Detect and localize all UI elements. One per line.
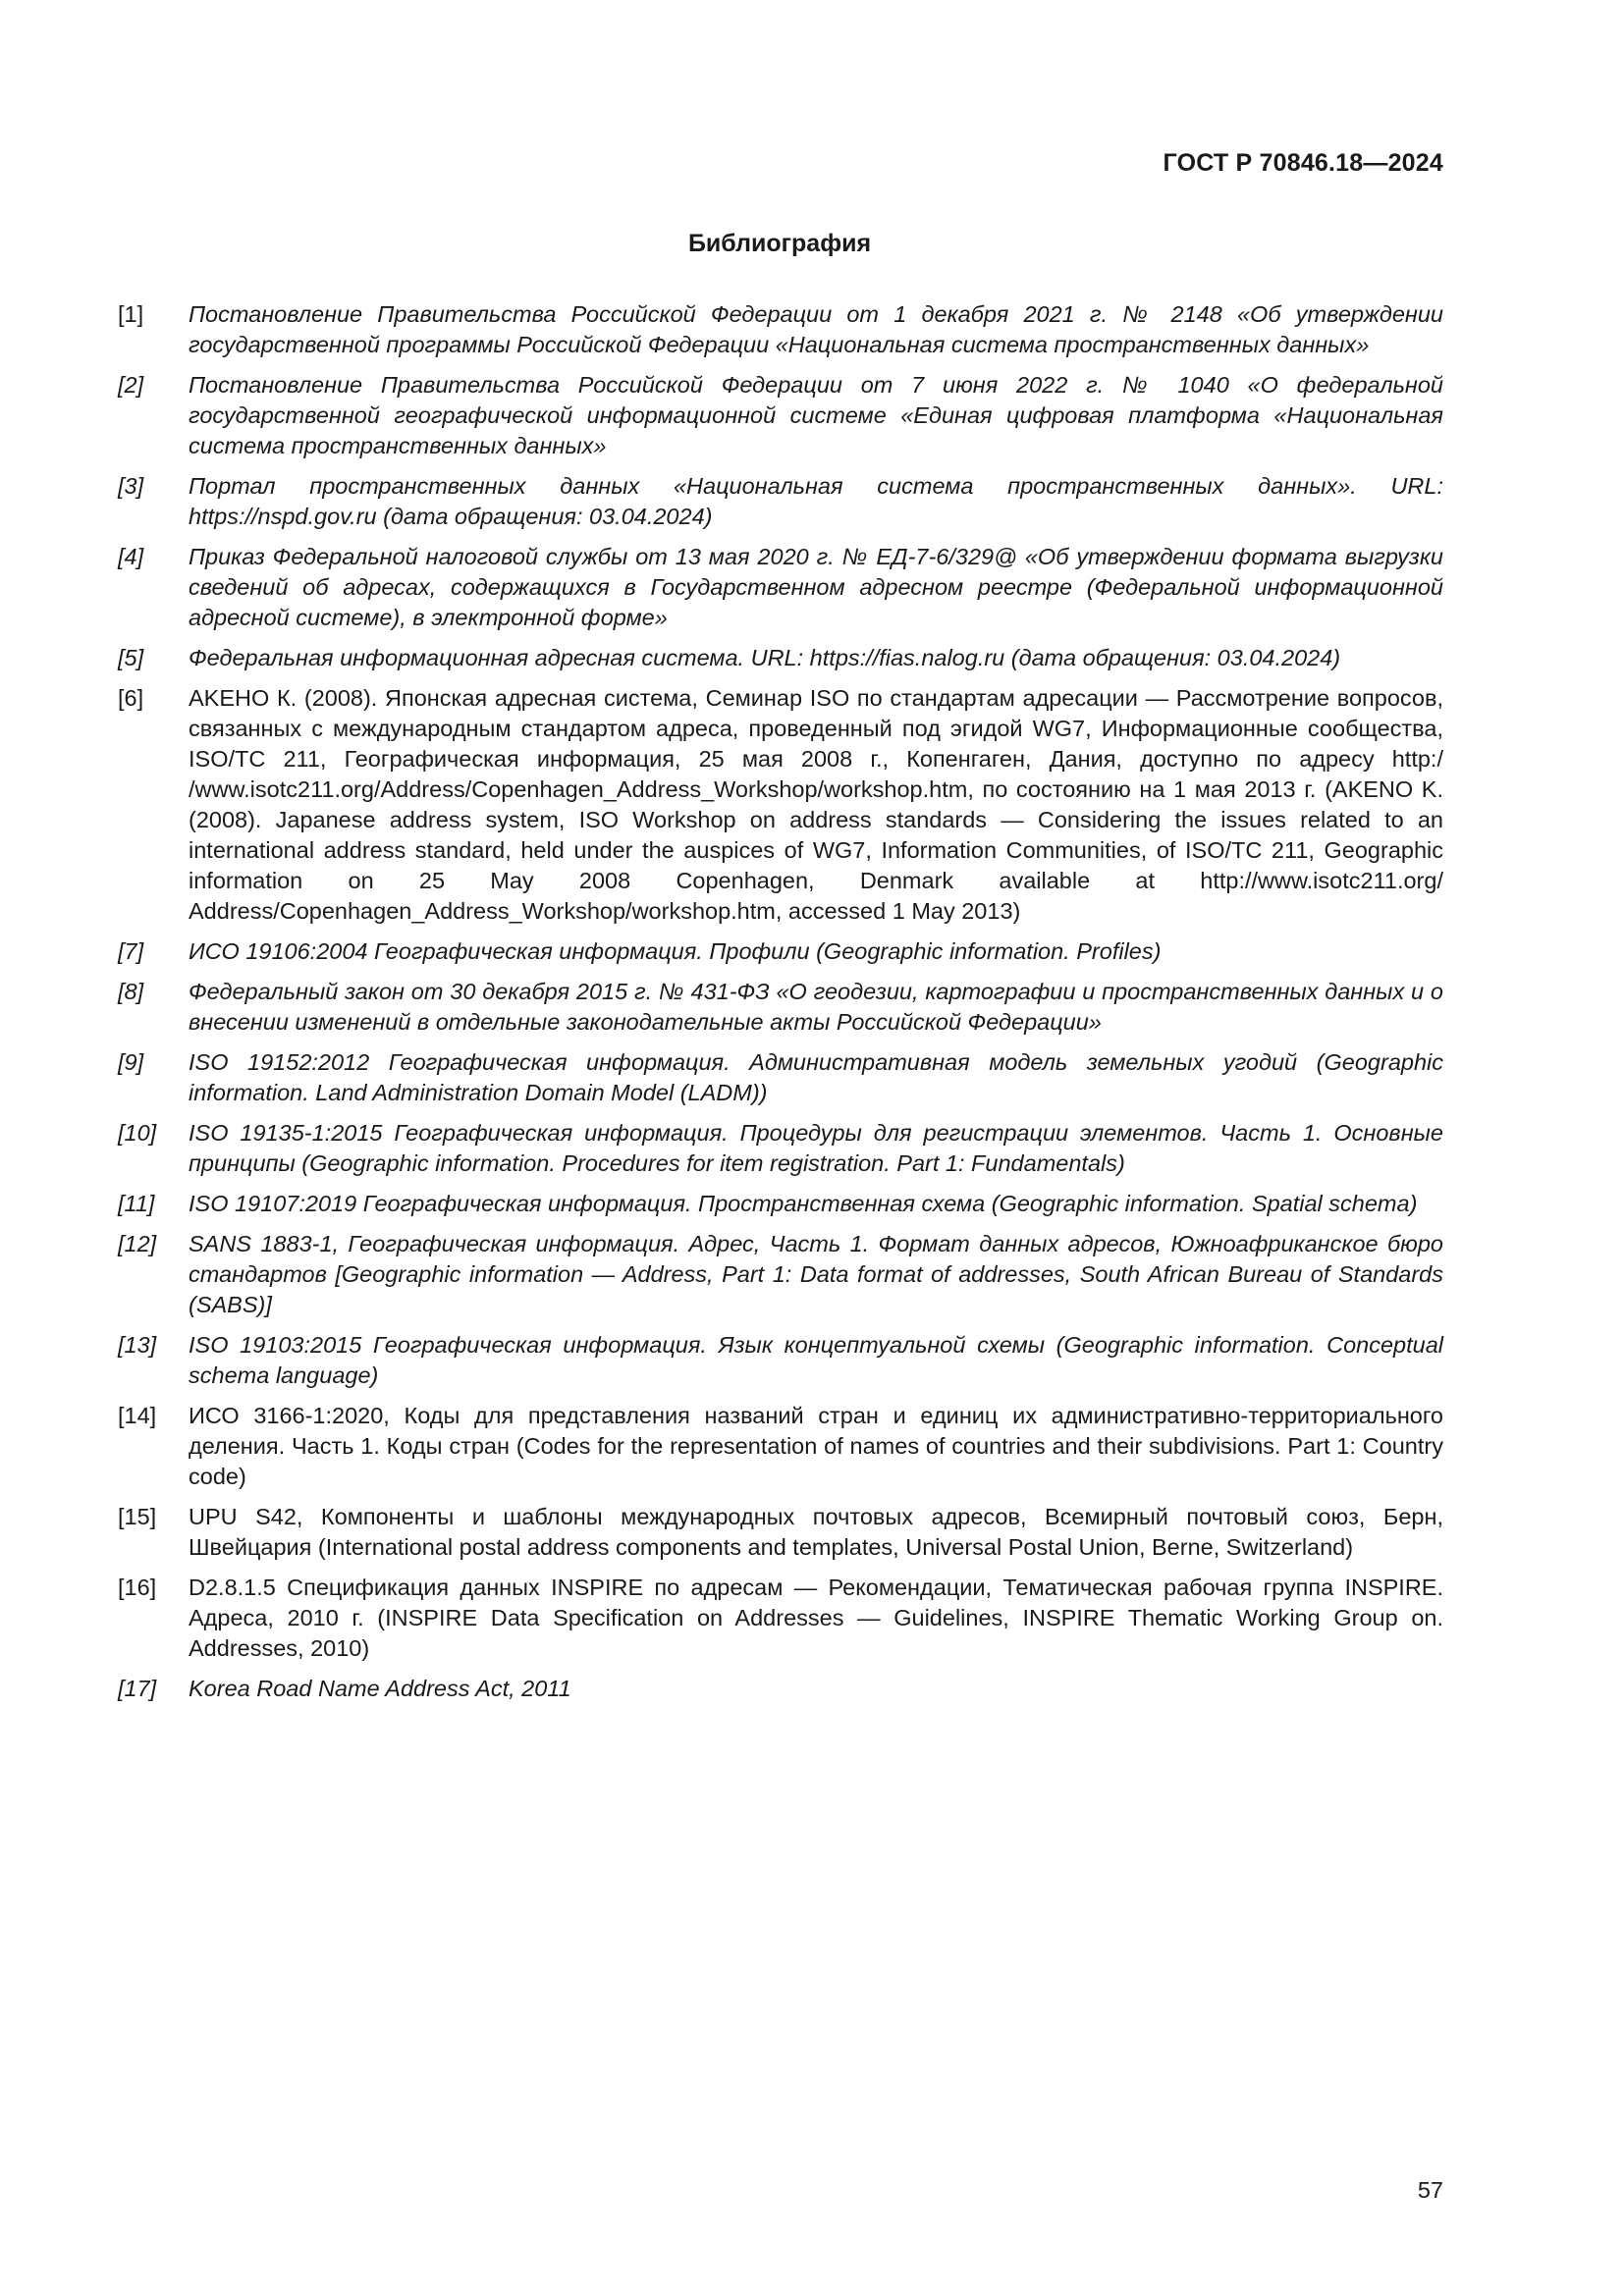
bibliography-list xyxy=(118,299,1443,1714)
entry-number: [11] xyxy=(118,1191,155,1216)
entry-number: [3] xyxy=(118,473,144,499)
entry-text: D2.8.1.5 Спецификация данных INSPIRE по адресам — Рекомендации, Тематическая рабочая группа INSPIRE. Адреса, 2010 г. (INSPIRE Data Specification on Addresses — Guidelines, INSPIRE Thematic Working Group on. Addresses, 2010) xyxy=(189,1575,1443,1661)
entry-number: [2] xyxy=(118,372,144,398)
entry-text: ISO 19152:2012 Географическая информация. Административная модель земельных угодий (Geographic information. Land Administration Domain Model (LADM)) xyxy=(189,1049,1443,1105)
bibliography-entry xyxy=(118,936,1443,967)
entry-text: Korea Road Name Address Act, 2011 xyxy=(189,1676,571,1701)
entry-number: [10] xyxy=(118,1120,157,1146)
entry-number: [6] xyxy=(118,685,144,711)
entry-number: [7] xyxy=(118,938,144,964)
entry-number: [5] xyxy=(118,645,144,670)
bibliography-entry xyxy=(118,1674,1443,1704)
entry-text: Постановление Правительства Российской Федерации от 7 июня 2022 г. № 1040 «О федеральной государственной географической информационной системе «Единая цифровая платформа «Национальная система пространственных данных» xyxy=(189,372,1443,458)
entry-text: ISO 19135-1:2015 Географическая информация. Процедуры для регистрации элементов. Часть 1. Основные принципы (Geographic information. Procedures for item registration. Part 1: Fundamentals) xyxy=(189,1120,1443,1176)
entry-number: [16] xyxy=(118,1575,157,1600)
bibliography-entry xyxy=(118,1502,1443,1563)
entry-text: Портал пространственных данных «Национальная система пространственных данных». URL: https://nspd.gov.ru (дата обращения: 03.04.2024) xyxy=(189,473,1443,529)
bibliography-entry xyxy=(118,299,1443,360)
bibliography-entry xyxy=(118,471,1443,532)
bibliography-entry xyxy=(118,1118,1443,1179)
standard-id-header: ГОСТ Р 70846.18—2024 xyxy=(1163,149,1443,177)
entry-number: [13] xyxy=(118,1332,157,1358)
entry-text: UPU S42, Компоненты и шаблоны международных почтовых адресов, Всемирный почтовый союз, Берн, Швейцария (International postal address components and templates, Universal Postal Union, Berne, Switzerland) xyxy=(189,1504,1443,1560)
entry-text: AKEHO К. (2008). Японская адресная система, Семинар ISO по стандартам адресации — Рассмотрение вопросов, связанных с международным стандартом адреса, проведенный под эгидой WG7, Информационные сообщества, ISO/TC 211, Географическая информация, 25 мая 2008 г., Копенгаген, Дания, доступно по адресу http:/ /www.isotc211.org/Address/Copenhagen_Address_Workshop/workshop.htm, по состоянию на 1 мая 2013 г. (AKENO K. (2008). Japanese address system, ISO Workshop on address standards — Considering the issues related to an international address standard, held under the auspices of WG7, Information Communities, of ISO/TC 211, Geographic information on 25 May 2008 Copenhagen, Denmark available at http://www.isotc211.org/ Address/Copenhagen_Address_Workshop/workshop.htm, accessed 1 May 2013) xyxy=(189,685,1443,924)
entry-text: ИСО 19106:2004 Географическая информация. Профили (Geographic information. Profiles) xyxy=(189,938,1162,964)
bibliography-entry xyxy=(118,542,1443,633)
bibliography-entry xyxy=(118,643,1443,673)
entry-number: [8] xyxy=(118,979,144,1004)
entry-text: Постановление Правительства Российской Федерации от 1 декабря 2021 г. № 2148 «Об утверждении государственной программы Российской Федерации «Национальная система пространственных данных» xyxy=(189,301,1443,357)
entry-text: Приказ Федеральной налоговой службы от 13 мая 2020 г. № ЕД-7-6/329@ «Об утверждении формата выгрузки сведений об адресах, содержащихся в Государственном адресном реестре (Федеральной информационной адресной системе), в электронной форме» xyxy=(189,544,1443,630)
entry-number: [1] xyxy=(118,301,144,327)
entry-number: [9] xyxy=(118,1049,144,1075)
entry-number: [17] xyxy=(118,1676,157,1701)
bibliography-entry xyxy=(118,1330,1443,1391)
entry-text: Федеральная информационная адресная система. URL: https://fias.nalog.ru (дата обращения: 03.04.2024) xyxy=(189,645,1341,670)
entry-number: [14] xyxy=(118,1403,157,1428)
entry-number: [12] xyxy=(118,1231,157,1256)
entry-text: ISO 19107:2019 Географическая информация. Пространственная схема (Geographic information. Spatial schema) xyxy=(189,1191,1418,1216)
page-title: Библиография xyxy=(687,230,872,257)
entry-number: [4] xyxy=(118,544,144,569)
entry-text: Федеральный закон от 30 декабря 2015 г. № 431-ФЗ «О геодезии, картографии и пространственных данных и о внесении изменений в отдельные законодательные акты Российской Федерации» xyxy=(189,979,1443,1035)
entry-text: ISO 19103:2015 Географическая информация. Язык концептуальной схемы (Geographic information. Conceptual schema language) xyxy=(189,1332,1443,1388)
bibliography-entry xyxy=(118,1573,1443,1664)
bibliography-entry xyxy=(118,370,1443,461)
entry-text: SANS 1883-1, Географическая информация. Адрес, Часть 1. Формат данных адресов, Южноафриканское бюро стандартов [Geographic information — Address, Part 1: Data format of addresses, South African Bureau of Standards (SABS)] xyxy=(189,1231,1443,1317)
entry-text: ИСО 3166-1:2020, Коды для представления названий стран и единиц их административно-территориального деления. Часть 1. Коды стран (Codes for the representation of names of countries and their subdivisions. Part 1: Country code) xyxy=(189,1403,1443,1489)
entry-number: [15] xyxy=(118,1504,157,1529)
bibliography-entry xyxy=(118,1047,1443,1108)
bibliography-entry xyxy=(118,683,1443,927)
bibliography-entry xyxy=(118,1401,1443,1492)
bibliography-entry xyxy=(118,977,1443,1038)
bibliography-entry xyxy=(118,1229,1443,1320)
page-number: 57 xyxy=(1417,2177,1443,2203)
bibliography-entry xyxy=(118,1189,1443,1219)
